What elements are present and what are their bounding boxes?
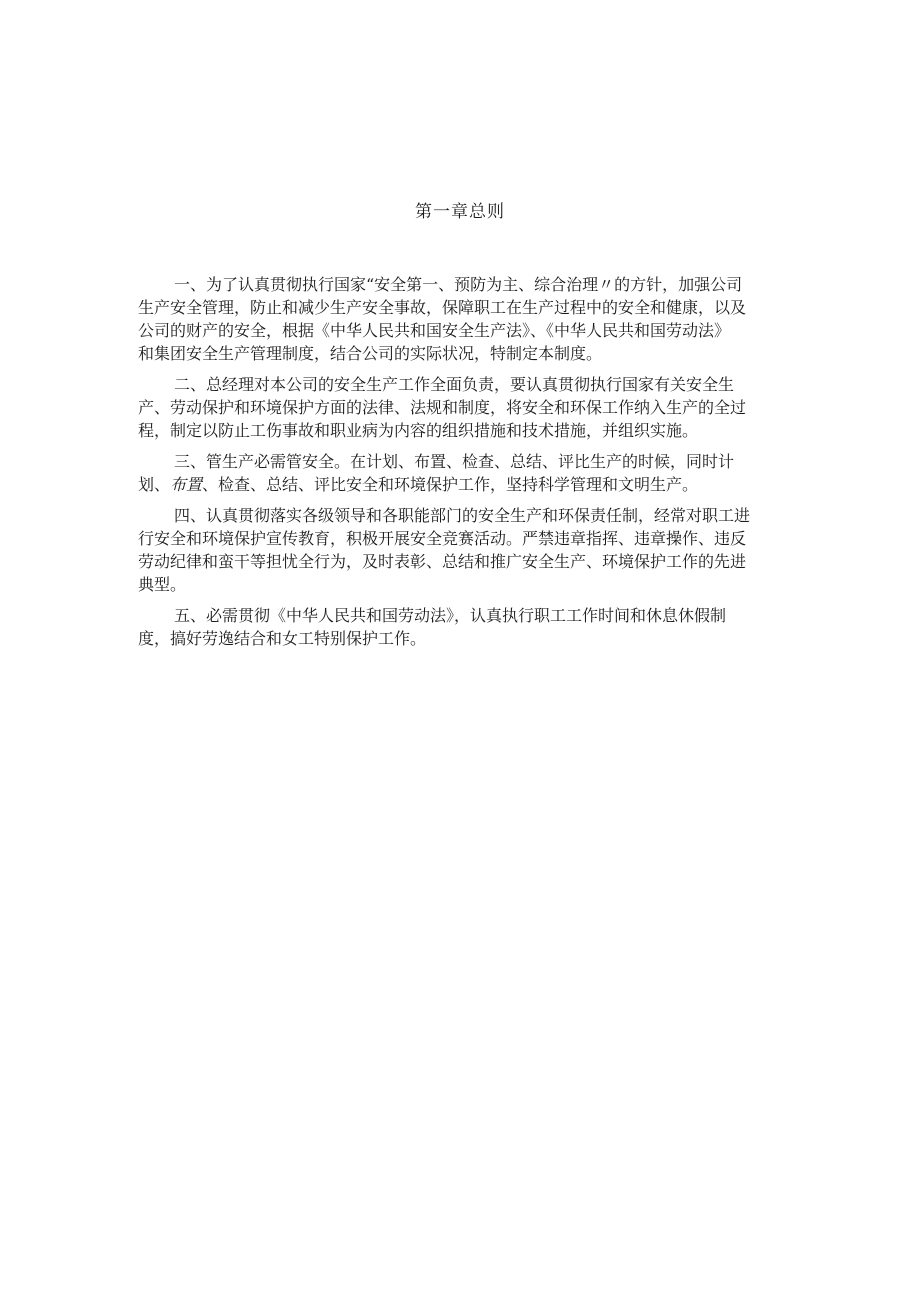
paragraph-line: 一、为了认真贯彻执行国家“安全第一、预防为主、综合治理〃的方针，加强公司	[174, 275, 743, 294]
body-text	[138, 272, 786, 657]
paragraph-line: 五、必需贯彻《中华人民共和国劳动法》，认真执行职工工作时间和休息休假制	[174, 606, 727, 625]
paragraph-line: 劳动纪律和蛮干等担忧全行为，及时表彰、总结和推广安全生产、环境保护工作的先进	[138, 552, 747, 571]
italic-text-run: 布置	[170, 475, 203, 494]
paragraph-line: 二、总经理对本公司的安全生产工作全面负责，要认真贯彻执行国家有关安全生	[174, 375, 735, 394]
paragraph-line: 度，搞好劳逸结合和女工特别保护工作。	[138, 629, 427, 648]
paragraph-5	[138, 603, 786, 649]
paragraph-line: 和集团安全生产管理制度，结合公司的实际状况，特制定本制度。	[138, 344, 603, 363]
paragraph-2	[138, 372, 786, 441]
text-run: 、检查、总结、评比安全和环境保护工作，坚持科学管理和文明生产。	[202, 475, 699, 494]
paragraph-line: 典型。	[138, 575, 187, 594]
paragraph-line: 生产安全管理，防止和减少生产安全事故，保障职工在生产过程中的安全和健康，以及	[138, 298, 747, 317]
chapter-title: 第一章总则	[415, 202, 505, 222]
paragraph-4	[138, 503, 786, 595]
paragraph-3	[138, 449, 786, 495]
paragraph-1	[138, 272, 786, 364]
paragraph-line: 产、劳动保护和环境保护方面的法律、法规和制度，将安全和环保工作纳入生产的全过	[138, 398, 747, 417]
paragraph-line-mixed	[138, 472, 786, 495]
paragraph-line: 公司的财产的安全，根据《中华人民共和国安全生产法》、《中华人民共和国劳动法》	[138, 321, 731, 340]
paragraph-line: 三、管生产必需管安全。在计划、布置、检查、总结、评比生产的时候，同时计	[174, 452, 735, 471]
paragraph-line: 行安全和环境保护宣传教育，积极开展安全竞赛活动。严禁违章指挥、违章操作、违反	[138, 529, 747, 548]
text-run: 划、	[138, 475, 171, 494]
paragraph-line: 四、认真贯彻落实各级领导和各职能部门的安全生产和环保责任制，经常对职工进	[174, 506, 751, 525]
paragraph-line: 程，制定以防止工伤事故和职业病为内容的组织措施和技术措施，并组织实施。	[138, 421, 699, 440]
